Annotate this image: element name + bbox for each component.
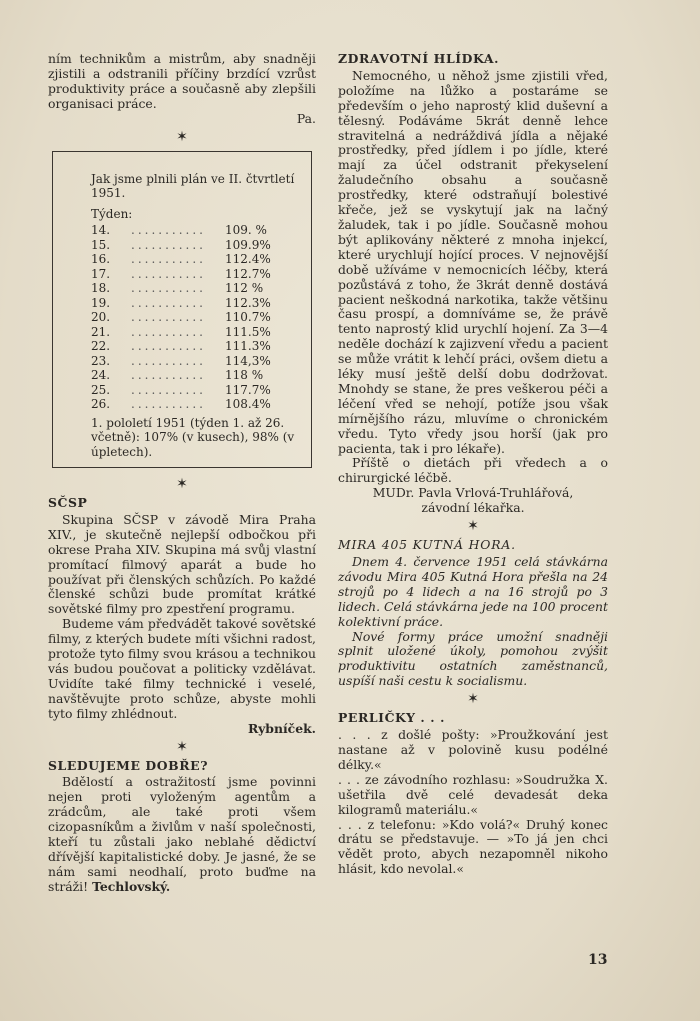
zdravotni-signature-role: závodní lékařka.	[421, 500, 525, 516]
plan-row-dots: ...........	[131, 397, 206, 412]
plan-row-week: 14.	[91, 223, 111, 238]
plan-row-dots: ...........	[131, 266, 206, 281]
plan-row-week: 26.	[91, 397, 111, 412]
plan-row-value: 110.7%	[225, 310, 271, 325]
plan-row-dots: ...........	[131, 237, 206, 252]
plan-row-value: 114,3%	[225, 353, 271, 368]
plan-row-dots: ...........	[131, 339, 206, 354]
star-separator: ✶	[176, 738, 188, 755]
plan-row-dots: ...........	[131, 368, 206, 383]
plan-row	[91, 223, 281, 238]
plan-row-dots: ...........	[131, 223, 206, 238]
plan-table-box	[52, 151, 312, 469]
plan-row-dots: ...........	[131, 310, 206, 325]
plan-summary: 1. pololetí 1951 (týden 1. až 26. včetně): 107% (v kusech), 98% (v úpletech).	[91, 415, 295, 459]
plan-row	[91, 238, 281, 253]
star-separator: ✶	[176, 476, 188, 493]
mira-paragraph-1: Dnem 4. července 1951 celá stávkárna závodu Mira 405 Kutná Hora přešla na 24 strojů po 4 lidech a na 16 strojů po 3 lidech. Celá stávkárna jede na 100 procent kolektivní práce.	[338, 554, 608, 629]
page-number: 13	[588, 952, 608, 968]
plan-row-week: 22.	[91, 339, 111, 354]
star-separator: ✶	[176, 128, 188, 145]
plan-row-week: 25.	[91, 382, 111, 397]
intro-signature: Pa.	[296, 110, 316, 126]
perlicky-item-3: . . . z telefonu: »Kdo volá?« Druhý konec drátu se představuje. — »To já jen chci vědět proto, abych nezapomněl nikoho hlásit, kdo nevolal.«	[338, 816, 608, 877]
zdravotni-heading: ZDRAVOTNÍ HLÍDKA.	[338, 51, 499, 66]
plan-table-intro: Jak jsme plnili plán ve II. čtvrtletí 1951.	[91, 171, 295, 201]
plan-row-dots: ...........	[131, 295, 206, 310]
plan-row-value: 111.3%	[225, 339, 271, 354]
plan-row-week: 19.	[91, 295, 111, 310]
plan-row-dots: ...........	[131, 281, 206, 296]
zdravotni-paragraph-1: Nemocného, u něhož jsme zjistili vřed, položíme na lůžko a postaráme se především o jeho naprostý klid duševní a tělesný. Podáváme 5krát denně lehce stravitelná a nedráždivá jídla a nějaké prostředky, před jídlem i po jídle, které mají za účel odstranit překyselení žaludečního obsahu a současně prostředky, které odstraňují bolestivé křeče, jež se vyskytují jak na lačný žaludek, tak i po jídle. Současně mohou být aplikovány některé z mnoha injekcí, které urychlují hojící proces. V nejnovější době užíváme v nemocnicích léčby, která pozůstává z toho, že 3krát denně dostává pacient neškodná narkotika, takže většinu času prospí, a domníváme se, že právě tento naprostý klid urychlí hojení. Za 3—4 neděle dochází k zajizvení vředu a pacient se může vrátit k lehčí práci, ovšem dietu a léky musí ještě delší dobu dodržovat. Mnohdy se stane, že pres veškerou péči a léčení vřed se nehojí, potíže jsou však mírnějšího rázu, mluvíme o chronickém vředu. Tyto vředy jsou horší (jak pro pacienta, tak i pro lékaře).	[338, 67, 608, 456]
weeks-label: Týden:	[91, 206, 133, 221]
zdravotni-signature-name: MUDr. Pavla Vrlová-Truhlářová,	[372, 485, 574, 501]
plan-row-dots: ...........	[131, 252, 206, 267]
plan-row-dots: ...........	[131, 353, 206, 368]
plan-rows	[91, 223, 299, 412]
perlicky-item-2: . . . ze závodního rozhlasu: »Soudružka X. ušetřila dvě celé devadesát deka kilogramů materiálu.«	[338, 771, 608, 817]
plan-row-week: 18.	[91, 281, 111, 296]
scsp-signature: Rybníček.	[248, 720, 316, 736]
plan-row-value: 111.5%	[225, 324, 271, 339]
sledujeme-signature: Techlovský.	[92, 878, 171, 894]
sledujeme-text: Bdělostí a ostražitostí jsme povinni nejen proti vyloženým agentům a zrádcům, ale také proti všem cizopasníkům a živlům v naší společnosti, kteří tu zůstali jako neblahé dědictví dřívější kapitalistické doby. Je jasné, že se nám sami neodhalí, proto buďme na stráži!	[48, 774, 316, 894]
plan-row-week: 23.	[91, 353, 111, 368]
scsp-paragraph-1: Skupina SČSP v závodě Mira Praha XIV., je skutečně nejlepší odbočkou při okrese Praha XIV. Skupina má svůj vlastní promítací filmový aparát a bude ho používat při členských schůzích. Po každé členské schůzi bude promítat krátké sovětské filmy pro zpestření programu.	[48, 511, 316, 617]
scsp-paragraph-2: Budeme vám předvádět takové sovětské filmy, z kterých budete míti všichni radost, protože tyto filmy svou krásou a technikou vás budou poučovat a politicky vzdělávat. Uvidíte také filmy technické i veselé, navštěvujte proto schůze, abyste mohli tyto filmy zhlédnout.	[48, 616, 316, 721]
plan-row-week: 24.	[91, 368, 111, 383]
plan-row-dots: ...........	[131, 324, 206, 339]
plan-row-week: 16.	[91, 252, 111, 267]
sledujeme-paragraph	[48, 775, 316, 894]
plan-row	[91, 296, 281, 311]
zdravotni-paragraph-2: Příště o dietách při vředech a o chirurgické léčbě.	[338, 455, 608, 486]
plan-row-value: 112.4%	[225, 252, 271, 267]
left-column	[48, 52, 316, 895]
plan-row	[91, 383, 281, 398]
right-column	[338, 52, 608, 877]
plan-row-value: 109.9%	[225, 237, 271, 252]
star-separator: ✶	[467, 691, 479, 708]
plan-row	[91, 252, 281, 267]
mira-heading: MIRA 405 KUTNÁ HORA.	[338, 537, 516, 553]
perlicky-item-1: . . . z došlé pošty: »Proužkování jest nastane až v polovině kusu podélné délky.«	[338, 727, 608, 772]
plan-row-week: 21.	[91, 324, 111, 339]
scsp-heading: SČSP	[48, 495, 88, 511]
plan-row-value: 112.7%	[225, 266, 271, 281]
sledujeme-heading: SLEDUJEME DOBŘE?	[48, 757, 209, 773]
perlicky-heading: PERLIČKY . . .	[338, 710, 445, 726]
plan-row	[91, 339, 281, 354]
plan-row-value: 108.4%	[225, 397, 271, 412]
plan-row	[91, 368, 281, 383]
plan-row	[91, 325, 281, 340]
plan-row-value: 117.7%	[225, 382, 271, 397]
plan-row-value: 112.3%	[225, 295, 271, 310]
plan-row	[91, 397, 281, 412]
plan-row	[91, 310, 281, 325]
plan-row	[91, 281, 281, 296]
plan-row-value: 112 %	[225, 281, 264, 296]
star-separator: ✶	[467, 518, 479, 535]
plan-row-week: 17.	[91, 266, 111, 281]
plan-row-value: 109. %	[225, 223, 267, 238]
plan-row	[91, 354, 281, 369]
plan-row	[91, 267, 281, 282]
plan-row-dots: ...........	[131, 382, 206, 397]
plan-row-value: 118 %	[225, 368, 264, 383]
intro-paragraph: ním technikům a mistrům, aby snadněji zjistili a odstranili příčiny brzdící vzrůst produktivity práce a současně aby zlepšili organisaci práce.	[48, 51, 316, 111]
plan-row-week: 20.	[91, 310, 111, 325]
plan-row-week: 15.	[91, 237, 111, 252]
mira-paragraph-2: Nové formy práce umožní snadněji splnit uložené úkoly, pomohou zvýšit produktivitu ostatních zaměstnanců, uspíší naši cestu k socialismu.	[338, 628, 608, 689]
